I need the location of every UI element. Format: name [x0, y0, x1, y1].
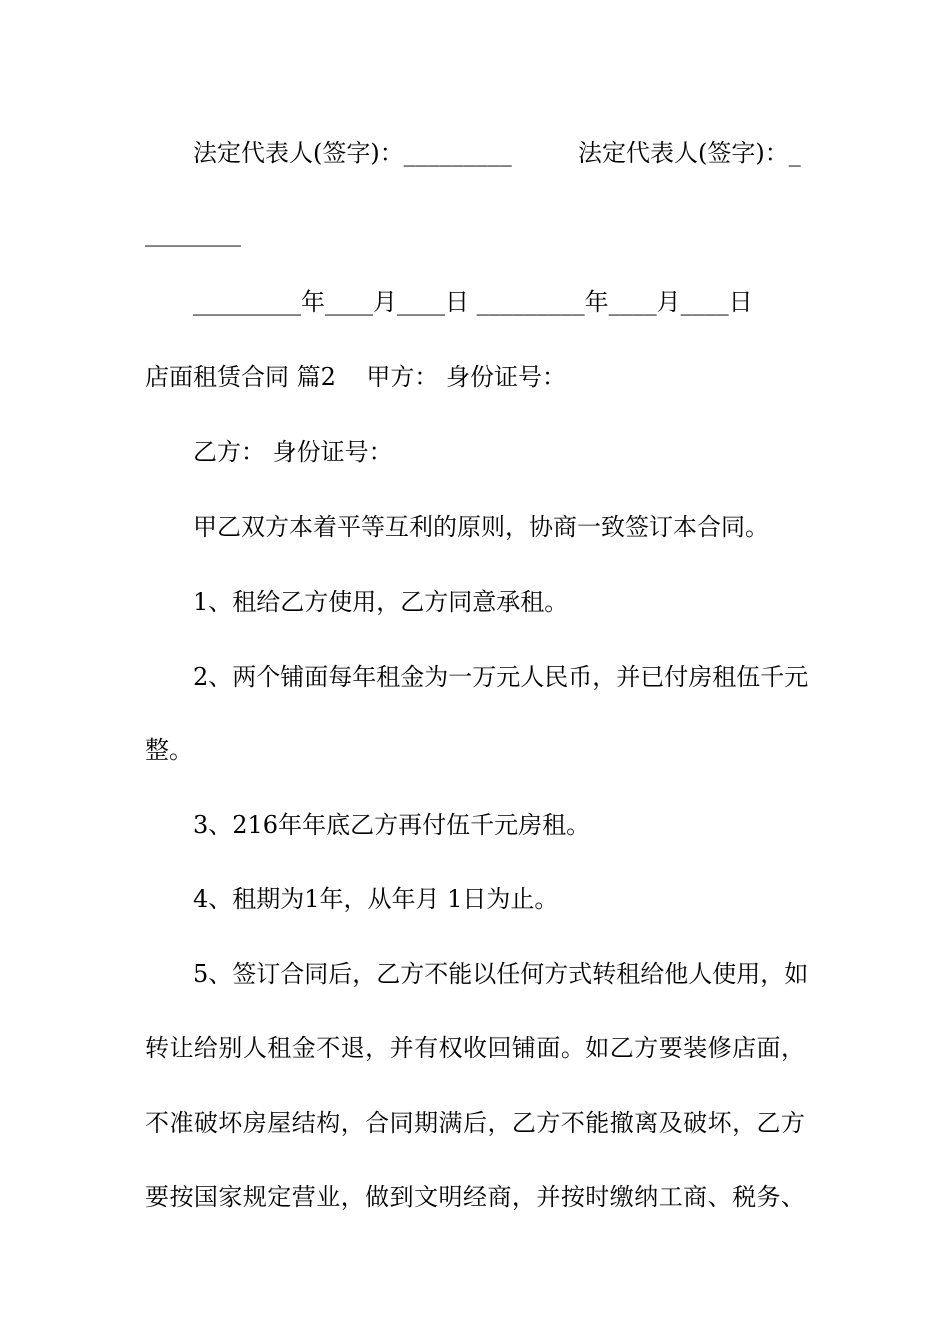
- party-b-line: 乙方： 身份证号：: [193, 438, 393, 466]
- legal-rep-signature-continuation: ________: [145, 219, 241, 247]
- clause-2-line-2: 整。: [145, 736, 193, 764]
- clause-1: 1、租给乙方使用，乙方同意承租。: [193, 588, 569, 616]
- legal-rep-signature-left: 法定代表人(签字)：_________: [193, 139, 512, 167]
- date-line: _________年____月____日 _________年____月____日: [193, 288, 753, 316]
- clause-5-line-1: 5、签订合同后，乙方不能以任何方式转租给他人使用，如: [193, 960, 809, 988]
- legal-rep-signature-right: 法定代表人(签字)：_: [578, 139, 801, 167]
- clause-5-line-3: 不准破坏房屋结构，合同期满后，乙方不能撤离及破坏，乙方: [145, 1109, 805, 1137]
- clause-3: 3、216年年底乙方再付伍千元房租。: [193, 811, 591, 839]
- clause-2-line-1: 2、两个铺面每年租金为一万元人民币，并已付房租伍千元: [193, 663, 809, 691]
- intro-paragraph: 甲乙双方本着平等互利的原则，协商一致签订本合同。: [193, 513, 769, 541]
- clause-5-line-4: 要按国家规定营业，做到文明经商，并按时缴纳工商、税务、: [145, 1183, 805, 1211]
- clause-4: 4、租期为1年，从年月 1日为止。: [193, 885, 559, 913]
- clause-5-line-2: 转让给别人租金不退，并有权收回铺面。如乙方要装修店面，: [145, 1034, 805, 1062]
- contract-title-line: 店面租赁合同 篇2 甲方： 身份证号：: [145, 363, 567, 391]
